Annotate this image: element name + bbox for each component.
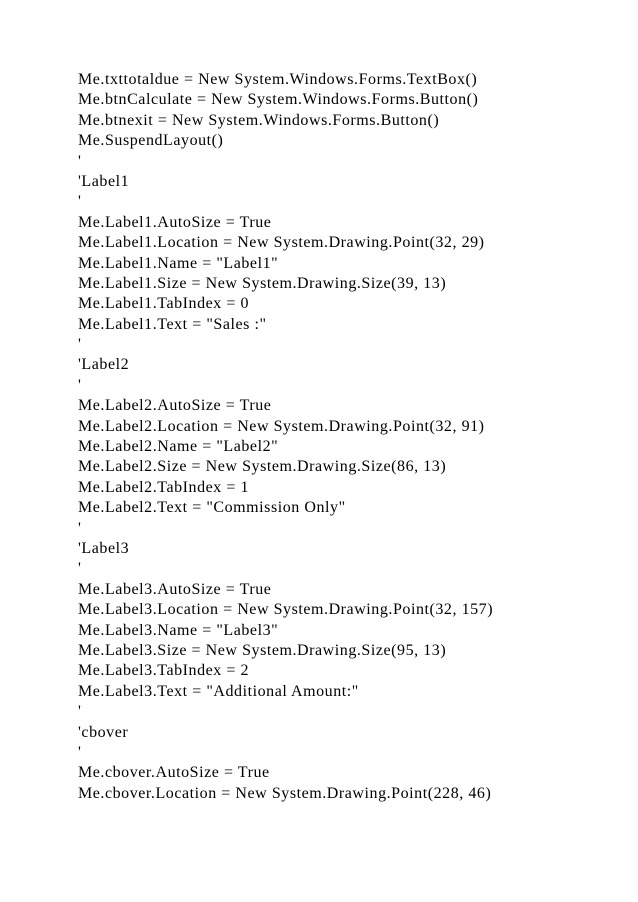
code-line: Me.Label3.Location = New System.Drawing.Point(32, 157)	[78, 601, 494, 619]
code-line: Me.Label2.Location = New System.Drawing.Point(32, 91)	[78, 417, 485, 435]
code-line: Me.Label3.AutoSize = True	[78, 580, 272, 598]
code-line: '	[78, 743, 82, 761]
code-line: Me.Label2.Text = "Commission Only"	[78, 499, 346, 517]
code-line: Me.btnexit = New System.Windows.Forms.Button()	[78, 111, 440, 129]
code-line: Me.Label2.Name = "Label2"	[78, 438, 279, 456]
code-line: '	[78, 519, 82, 537]
code-line: 'cbover	[78, 723, 129, 741]
code-line: Me.Label3.Text = "Additional Amount:"	[78, 682, 359, 700]
code-line: '	[78, 152, 82, 170]
code-line: '	[78, 336, 82, 354]
code-line: Me.btnCalculate = New System.Windows.Forms.Button()	[78, 91, 479, 109]
code-line: Me.SuspendLayout()	[78, 132, 224, 150]
code-line: Me.Label3.TabIndex = 2	[78, 662, 250, 680]
code-line: Me.Label2.Size = New System.Drawing.Size(86, 13)	[78, 458, 447, 476]
code-line: Me.Label2.AutoSize = True	[78, 397, 272, 415]
code-line: Me.Label3.Size = New System.Drawing.Size(95, 13)	[78, 641, 447, 659]
code-line: Me.Label3.Name = "Label3"	[78, 621, 279, 639]
code-line: Me.Label1.Text = "Sales :"	[78, 315, 267, 333]
code-line: '	[78, 703, 82, 721]
code-line: 'Label2	[78, 356, 130, 374]
code-line: Me.Label1.TabIndex = 0	[78, 295, 250, 313]
code-block	[78, 70, 493, 804]
code-line: Me.Label1.Size = New System.Drawing.Size(39, 13)	[78, 274, 447, 292]
code-line: Me.cbover.Location = New System.Drawing.Point(228, 46)	[78, 784, 492, 802]
code-line: Me.Label1.AutoSize = True	[78, 213, 272, 231]
code-line: Me.Label2.TabIndex = 1	[78, 478, 250, 496]
code-line: Me.Label1.Location = New System.Drawing.Point(32, 29)	[78, 234, 485, 252]
code-line: '	[78, 193, 82, 211]
code-line: 'Label3	[78, 539, 130, 557]
code-line: Me.Label1.Name = "Label1"	[78, 254, 279, 272]
code-line: Me.txttotaldue = New System.Windows.Forms.TextBox()	[78, 71, 478, 88]
code-line: '	[78, 376, 82, 394]
code-line: 'Label1	[78, 172, 130, 190]
code-line: '	[78, 560, 82, 578]
code-line: Me.cbover.AutoSize = True	[78, 764, 270, 782]
